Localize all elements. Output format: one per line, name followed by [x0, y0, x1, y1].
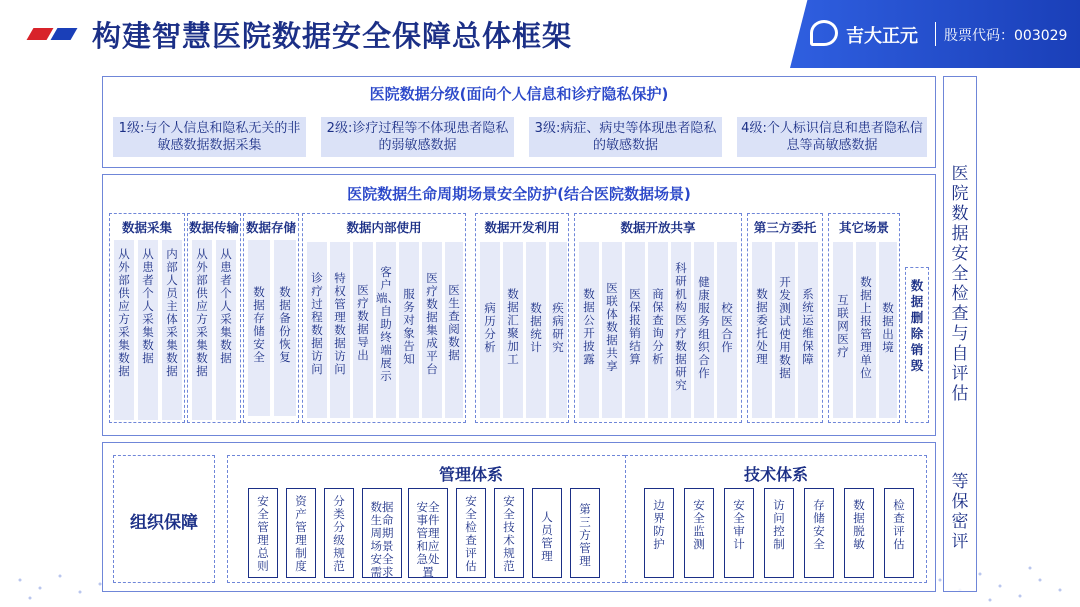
group-development-use [475, 213, 569, 423]
classification-section [102, 76, 936, 168]
group-open-sharing [574, 213, 742, 423]
item-column: 数据委托处理 [752, 242, 772, 418]
item-column: 内部人员主体采集数据 [162, 240, 182, 420]
org-guarantee-box [113, 455, 215, 583]
item-column: 病历分析 [480, 242, 500, 418]
item-column: 从外部供应方采集数据 [114, 240, 134, 420]
data-deletion-box: 数据删除销毁 [905, 267, 929, 423]
mgmt-item: 安全事件管理和应急处置 [408, 488, 448, 578]
group-title: 数据开发利用 [484, 220, 560, 235]
item-column: 从外部供应方采集数据 [192, 240, 212, 420]
item-column: 疾病研究 [549, 242, 567, 418]
group-title: 数据开放共享 [620, 220, 696, 235]
item-column: 科研机构医疗数据研究 [671, 242, 691, 418]
mgmt-item: 资产管理制度 [286, 488, 316, 578]
brand-logo-icon [810, 20, 838, 46]
tech-item: 安全审计 [724, 488, 754, 578]
item-column: 校医合作 [717, 242, 737, 418]
mgmt-item: 第三方管理 [570, 488, 600, 578]
classification-title: 医院数据分级(面向个人信息和诊疗隐私保护) [369, 85, 669, 103]
lifecycle-title: 医院数据生命周期场景安全防护(结合医院数据场景) [347, 185, 691, 203]
brand-name: 吉大正元 [846, 26, 918, 47]
item-column: 数据存储安全 [248, 240, 270, 416]
mgmt-item: 安全检查评估 [456, 488, 486, 578]
item-column: 服务对象告知 [399, 242, 419, 418]
item-column: 客户端、自助终端展示 [376, 242, 396, 418]
group-third-party [747, 213, 823, 423]
side-label-level-protection: 等保密评 [951, 472, 969, 552]
level-3-box: 3级:病症、病史等体现患者隐私的敏感数据 [529, 117, 722, 157]
group-title: 数据采集 [121, 220, 172, 235]
item-column: 健康服务组织合作 [694, 242, 714, 418]
group-data-transfer [187, 213, 241, 423]
brand-divider [935, 22, 936, 46]
tech-item: 数据脱敏 [844, 488, 874, 578]
group-other-scenarios [828, 213, 900, 423]
item-column: 从患者个人采集数据 [216, 240, 236, 420]
group-data-collection [109, 213, 185, 423]
stock-code: 股票代码：003029 [944, 28, 1068, 44]
group-title: 数据存储 [245, 220, 296, 235]
item-column: 开发测试使用数据 [775, 242, 795, 418]
item-column: 医生查阅数据 [445, 242, 463, 418]
item-column: 数据上报管理单位 [856, 242, 876, 418]
level-2-box: 2级:诊疗过程等不体现患者隐私的弱敏感数据 [321, 117, 514, 157]
org-guarantee-label: 组织保障 [130, 513, 198, 533]
group-internal-use [302, 213, 466, 423]
item-column: 数据备份恢复 [274, 240, 296, 416]
level-4-box: 4级:个人标识信息和患者隐私信息等高敏感数据 [737, 117, 927, 157]
group-title: 其它场景 [838, 220, 889, 235]
mgmt-item: 人员管理 [532, 488, 562, 578]
tech-item: 存储安全 [804, 488, 834, 578]
side-label-inspection: 医院数据安全检查与自评估 [951, 164, 969, 404]
management-system-title: 管理体系 [438, 465, 503, 484]
item-column: 医疗数据集成平台 [422, 242, 442, 418]
item-column: 诊疗过程数据访问 [307, 242, 327, 418]
group-title: 数据传输 [188, 220, 239, 235]
item-column: 数据汇聚加工 [503, 242, 523, 418]
item-column: 数据统计 [526, 242, 546, 418]
item-column: 互联网医疗 [833, 242, 853, 418]
mgmt-item: 分类分级规范 [324, 488, 354, 578]
item-column: 数据出境 [879, 242, 897, 418]
item-column: 数据公开披露 [579, 242, 599, 418]
item-column: 特权管理数据访问 [330, 242, 350, 418]
item-column: 医疗数据导出 [353, 242, 373, 418]
group-title: 第三方委托 [753, 220, 817, 235]
item-column: 医联体数据共享 [602, 242, 622, 418]
mgmt-item: 安全管理总则 [248, 488, 278, 578]
page-title: 构建智慧医院数据安全保障总体框架 [92, 19, 573, 53]
mgmt-item: 安全技术规范 [494, 488, 524, 578]
item-column: 从患者个人采集数据 [138, 240, 158, 420]
item-column: 系统运维保障 [798, 242, 818, 418]
group-data-storage [243, 213, 299, 423]
level-1-box: 1级:与个人信息和隐私无关的非敏感数据数据采集 [113, 117, 306, 157]
assurance-section [102, 442, 936, 592]
item-column: 医保报销结算 [625, 242, 645, 418]
tech-item: 安全监测 [684, 488, 714, 578]
mgmt-item: 数据生命周期场景安全需求 [362, 488, 402, 578]
tech-item: 检查评估 [884, 488, 914, 578]
tech-item: 边界防护 [644, 488, 674, 578]
tech-item: 访问控制 [764, 488, 794, 578]
item-column: 商保查询分析 [648, 242, 668, 418]
technical-system-title: 技术体系 [743, 465, 808, 484]
group-title: 数据内部使用 [346, 220, 422, 235]
technical-system-box [625, 455, 927, 583]
lifecycle-section [102, 174, 936, 436]
